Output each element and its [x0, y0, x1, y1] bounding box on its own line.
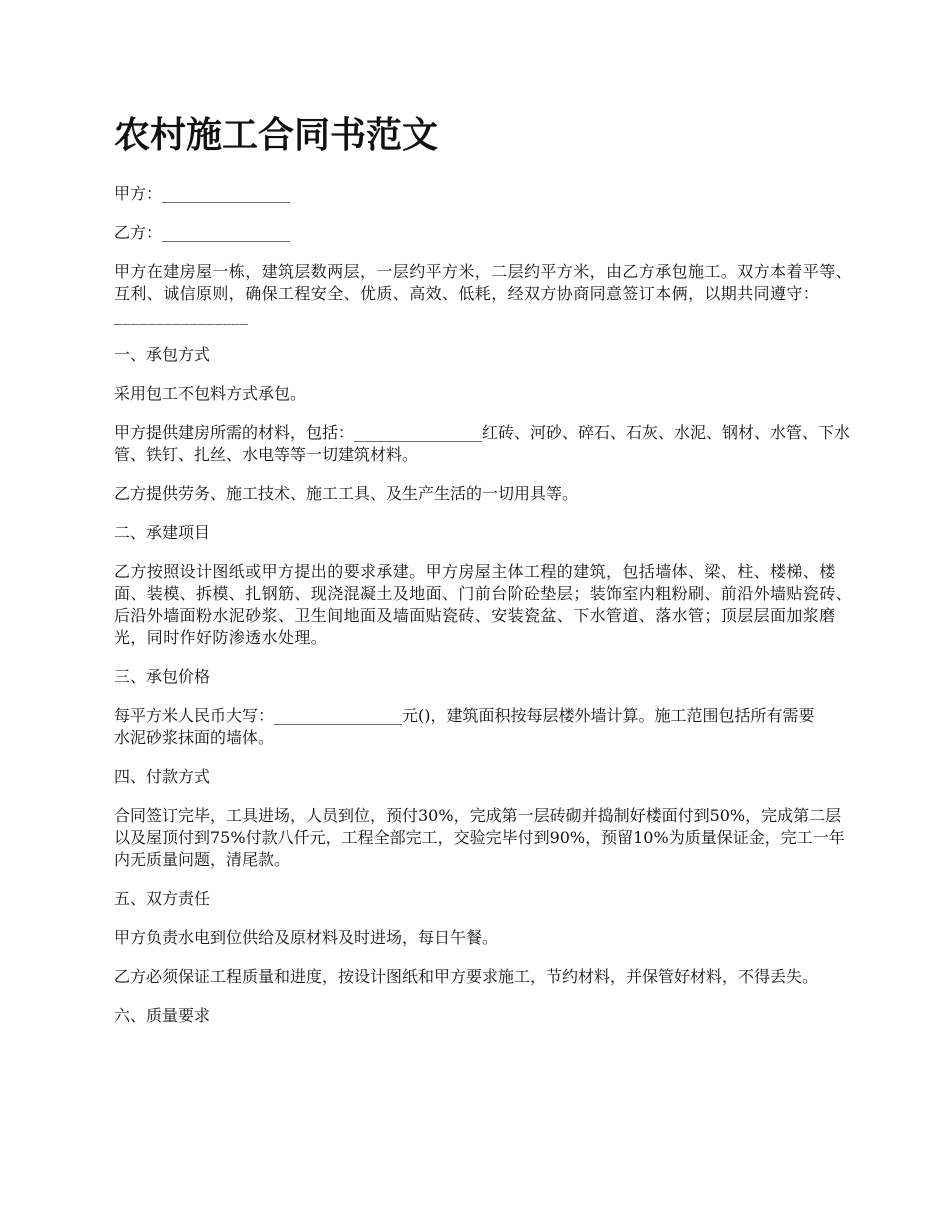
section-1-paragraph-1: 采用包工不包料方式承包。: [114, 384, 307, 403]
section-5-paragraph-2: 乙方必须保证工程质量和进度，按设计图纸和甲方要求施工，节约材料，并保管好材料，不得丢失。: [114, 967, 819, 986]
section-heading-6: 六、质量要求: [114, 1006, 211, 1025]
section-2-paragraph-1: 乙方按照设计图纸或甲方提出的要求承建。甲方房屋主体工程的建筑，包括墙体、梁、柱、楼梯、楼面、装模、拆模、扎钢筋、现浇混凝土及地面、门前台阶砼垫层；装饰室内粗粉刷、前沿外墙贴瓷砖、后沿外墙面粉水泥砂浆、卫生间地面及墙面贴瓷砖、安装瓷盆、下水管道、落水管；顶层层面加浆磨光，同时作好防渗透水处理。: [114, 562, 853, 647]
document-page: [114, 112, 854, 1044]
party-b-line: 乙方：________________: [114, 223, 291, 242]
section-4-paragraph-1: 合同签订完毕，工具进场，人员到位，预付30%，完成第一层砖砌并捣制好楼面付到50%，完成第二层以及屋顶付到75%付款八仟元，工程全部完工，交验完毕付到90%，预留10%为质量保证金，完工一年内无质量问题，清尾款。: [114, 806, 845, 869]
section-heading-4: 四、付款方式: [114, 767, 211, 786]
section-3-paragraph-1: 每平方米人民币大写：________________元()，建筑面积按每层楼外墙计算。施工范围包括所有需要水泥砂浆抹面的墙体。: [114, 706, 815, 747]
section-1-paragraph-2: 甲方提供建房所需的材料，包括：________________红砖、河砂、碎石、石灰、水泥、钢材、水管、下水管、铁钉、扎丝、水电等等一切建筑材料。: [114, 423, 851, 464]
section-heading-5: 五、双方责任: [114, 889, 211, 908]
party-a-line: 甲方：________________: [114, 184, 291, 203]
section-heading-2: 二、承建项目: [114, 523, 211, 542]
section-1-paragraph-3: 乙方提供劳务、施工技术、施工工具、及生产生活的一切用具等。: [114, 484, 579, 503]
intro-paragraph: 甲方在建房屋一栋，建筑层数两层，一层约平方米，二层约平方米，由乙方承包施工。双方本着平等、互利、诚信原则，确保工程安全、优质、高效、低耗，经双方协商同意签订本俩，以期共同遵守：________________: [114, 262, 853, 325]
section-heading-1: 一、承包方式: [114, 345, 211, 364]
section-5-paragraph-1: 甲方负责水电到位供给及原材料及时进场，每日午餐。: [114, 928, 499, 947]
document-title: 农村施工合同书范文: [114, 114, 439, 156]
section-heading-3: 三、承包价格: [114, 667, 211, 686]
